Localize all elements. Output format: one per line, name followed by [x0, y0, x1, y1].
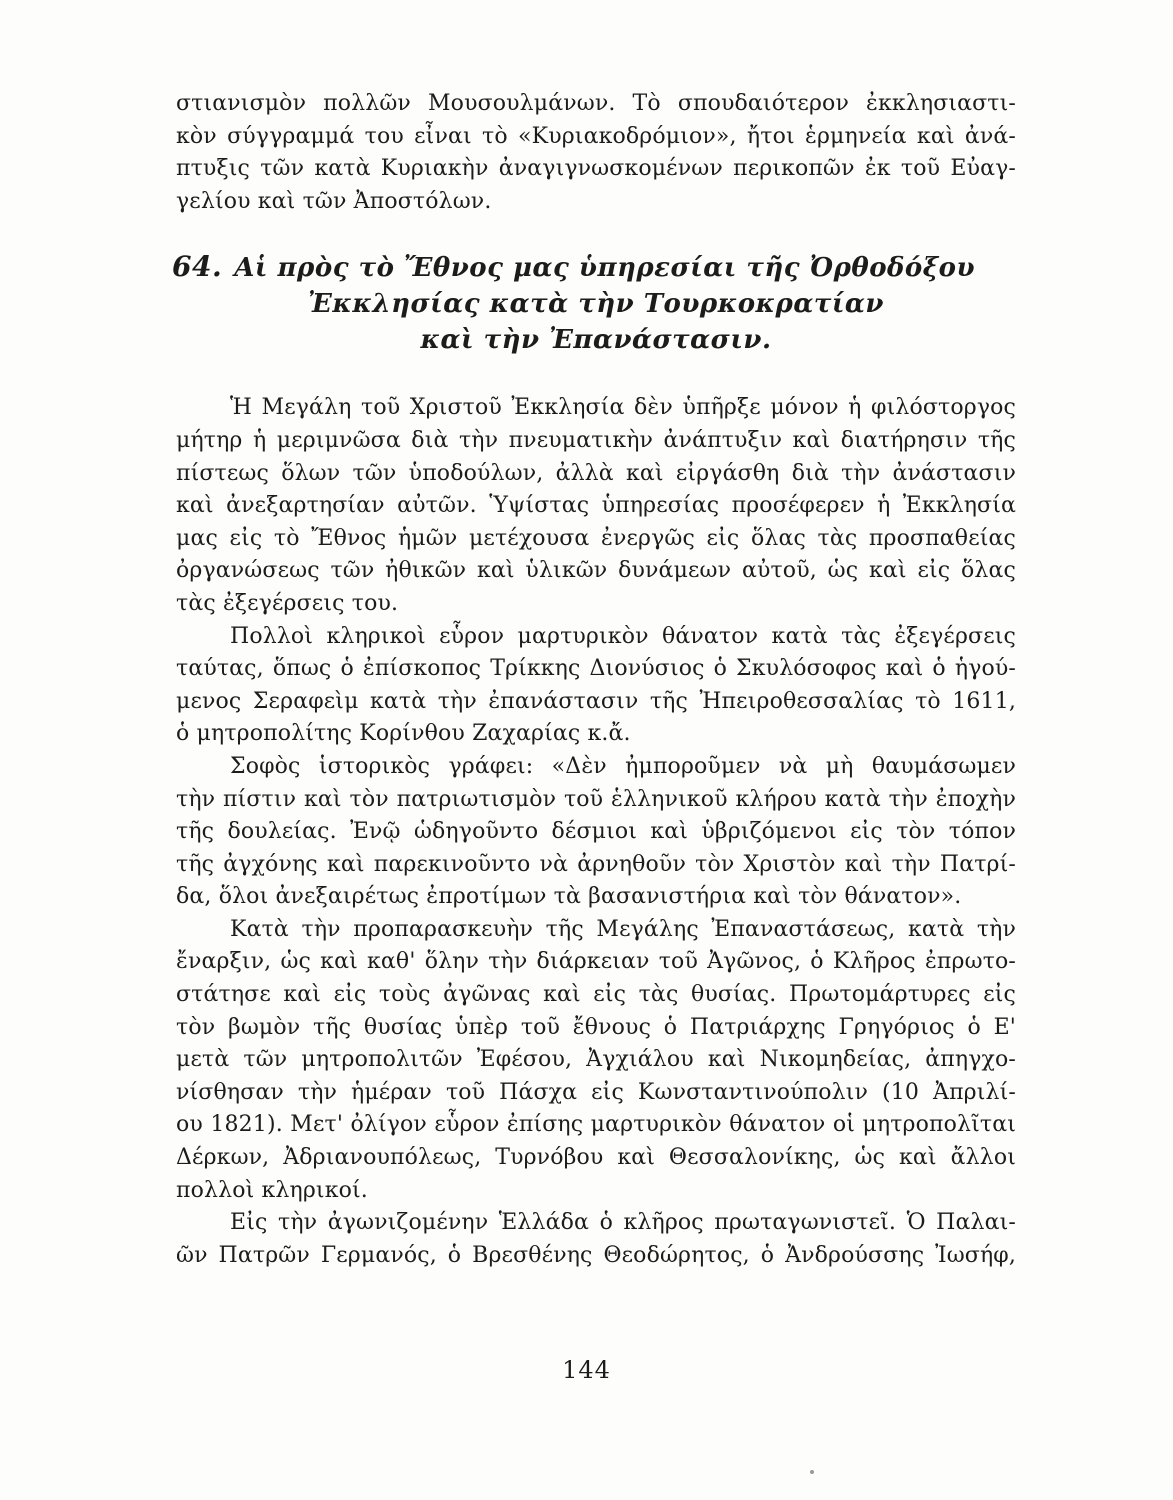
page-body: [172, 88, 1016, 1272]
text-line: στάτησε καὶ εἰς τοὺς ἀγῶνας καὶ εἰς τὰς θυσίας. Πρωτομάρτυρες εἰς: [176, 982, 1016, 1008]
text-line: νίσθησαν τὴν ἡμέραν τοῦ Πάσχα εἰς Κωνσταντινούπολιν (10 Ἀπριλί-: [176, 1079, 1016, 1105]
paragraph-1: [176, 392, 1016, 620]
paragraph-4: [176, 914, 1016, 1207]
text-line: τὴν πίστιν καὶ τὸν πατριωτισμὸν τοῦ ἑλληνικοῦ κλήρου κατὰ τὴν ἐποχὴν: [176, 786, 1016, 812]
section-number: 64.: [172, 250, 223, 284]
text-line: Κατὰ τὴν προπαρασκευὴν τῆς Μεγάλης Ἐπαναστάσεως, κατὰ τὴν: [230, 916, 1016, 942]
text-line: ταύτας, ὅπως ὁ ἐπίσκοπος Τρίκκης Διονύσιος ὁ Σκυλόσοφος καὶ ὁ ἡγού-: [176, 656, 1016, 682]
text-line: ὁ μητροπολίτης Κορίνθου Ζαχαρίας κ.ἄ.: [176, 721, 631, 747]
text-line: Σοφὸς ἱστορικὸς γράφει: «Δὲν ἠμποροῦμεν νὰ μὴ θαυμάσωμεν: [230, 753, 1016, 779]
section-heading: [172, 249, 1016, 358]
text-line: μήτηρ ἡ μεριμνῶσα διὰ τὴν πνευματικὴν ἀνάπτυξιν καὶ διατήρησιν τῆς: [176, 427, 1016, 453]
text-line: ῶν Πατρῶν Γερμανός, ὁ Βρεσθένης Θεοδώρητος, ὁ Ἀνδρούσσης Ἰωσήφ,: [176, 1242, 1016, 1268]
text-line: τὰς ἐξεγέρσεις του.: [176, 590, 399, 616]
text-line: κὸν σύγγραμμά του εἶναι τὸ «Κυριακοδρόμιον», ἤτοι ἑρμηνεία καὶ ἀνά-: [176, 123, 1016, 149]
text-line: Εἰς τὴν ἀγωνιζομένην Ἑλλάδα ὁ κλῆρος πρωταγωνιστεῖ. Ὁ Παλαι-: [230, 1210, 1016, 1236]
text-line: γελίου καὶ τῶν Ἀποστόλων.: [176, 188, 492, 214]
text-line: μενος Σεραφεὶμ κατὰ τὴν ἐπανάστασιν τῆς Ἠπειροθεσσαλίας τὸ 1611,: [176, 688, 1016, 714]
paragraph-5: [176, 1207, 1016, 1272]
intro-paragraph: [176, 88, 1016, 218]
section-title-line: καὶ τὴν Ἐπανάστασιν.: [420, 325, 772, 356]
text-line: πίστεως ὅλων τῶν ὑποδούλων, ἀλλὰ καὶ εἰργάσθη διὰ τὴν ἀνάστασιν: [176, 460, 1016, 486]
text-line: Πολλοὶ κληρικοὶ εὗρον μαρτυρικὸν θάνατον κατὰ τὰς ἐξεγέρσεις: [230, 623, 1016, 649]
section-heading-line: [172, 249, 1016, 286]
section-title-line: Ἐκκλησίας κατὰ τὴν Τουρκοκρατίαν: [308, 289, 884, 320]
text-line: τῆς ἀγχόνης καὶ παρεκινοῦντο νὰ ἀρνηθοῦν τὸν Χριστὸν καὶ τὴν Πατρί-: [176, 851, 1016, 877]
text-line: τὸν βωμὸν τῆς θυσίας ὑπὲρ τοῦ ἔθνους ὁ Πατριάρχης Γρηγόριος ὁ Ε': [176, 1014, 1016, 1040]
paragraph-2: [176, 621, 1016, 751]
text-line: μετὰ τῶν μητροπολιτῶν Ἐφέσου, Ἀγχιάλου καὶ Νικομηδείας, ἀπηγχο-: [176, 1047, 1016, 1073]
section-title-line: Αἱ πρὸς τὸ Ἔθνος μας ὑπηρεσίαι τῆς Ὀρθοδόξου: [234, 253, 976, 284]
text-line: τῆς δουλείας. Ἐνῷ ὡδηγοῦντο δέσμιοι καὶ ὑβριζόμενοι εἰς τὸν τόπον: [176, 819, 1016, 845]
text-line: πολλοὶ κληρικοί.: [176, 1177, 368, 1203]
text-line: ου 1821). Μετ' ὀλίγον εὗρον ἐπίσης μαρτυρικὸν θάνατον οἱ μητροπολῖται: [176, 1112, 1016, 1138]
text-line: καὶ ἀνεξαρτησίαν αὐτῶν. Ὑψίστας ὑπηρεσίας προσέφερεν ἡ Ἐκκλησία: [176, 493, 1016, 519]
page-number: 144: [562, 1356, 611, 1384]
text-line: Ἡ Μεγάλη τοῦ Χριστοῦ Ἐκκλησία δὲν ὑπῆρξε μόνον ἡ φιλόστοργος: [230, 395, 1016, 421]
text-line: πτυξις τῶν κατὰ Κυριακὴν ἀναγιγνωσκομένων περικοπῶν ἐκ τοῦ Εὐαγ-: [176, 156, 1016, 182]
text-line: στιανισμὸν πολλῶν Μουσουλμάνων. Τὸ σπουδαιότερον ἐκκλησιαστι-: [176, 91, 1016, 116]
text-line: μας εἰς τὸ Ἔθνος ἡμῶν μετέχουσα ἐνεργῶς εἰς ὅλας τὰς προσπαθείας: [176, 525, 1016, 551]
print-speck: [810, 1470, 814, 1474]
text-line: ἔναρξιν, ὡς καὶ καθ' ὅλην τὴν διάρκειαν τοῦ Ἀγῶνος, ὁ Κλῆρος ἐπρωτο-: [176, 949, 1016, 975]
paragraph-3: [176, 751, 1016, 914]
text-line: δα, ὅλοι ἀνεξαιρέτως ἐπροτίμων τὰ βασανιστήρια καὶ τὸν θάνατον».: [176, 884, 962, 910]
text-line: Δέρκων, Ἀδριανουπόλεως, Τυρνόβου καὶ Θεσσαλονίκης, ὡς καὶ ἄλλοι: [176, 1145, 1016, 1171]
text-line: ὀργανώσεως τῶν ἠθικῶν καὶ ὑλικῶν δυνάμεων αὐτοῦ, ὡς καὶ εἰς ὅλας: [176, 558, 1016, 584]
